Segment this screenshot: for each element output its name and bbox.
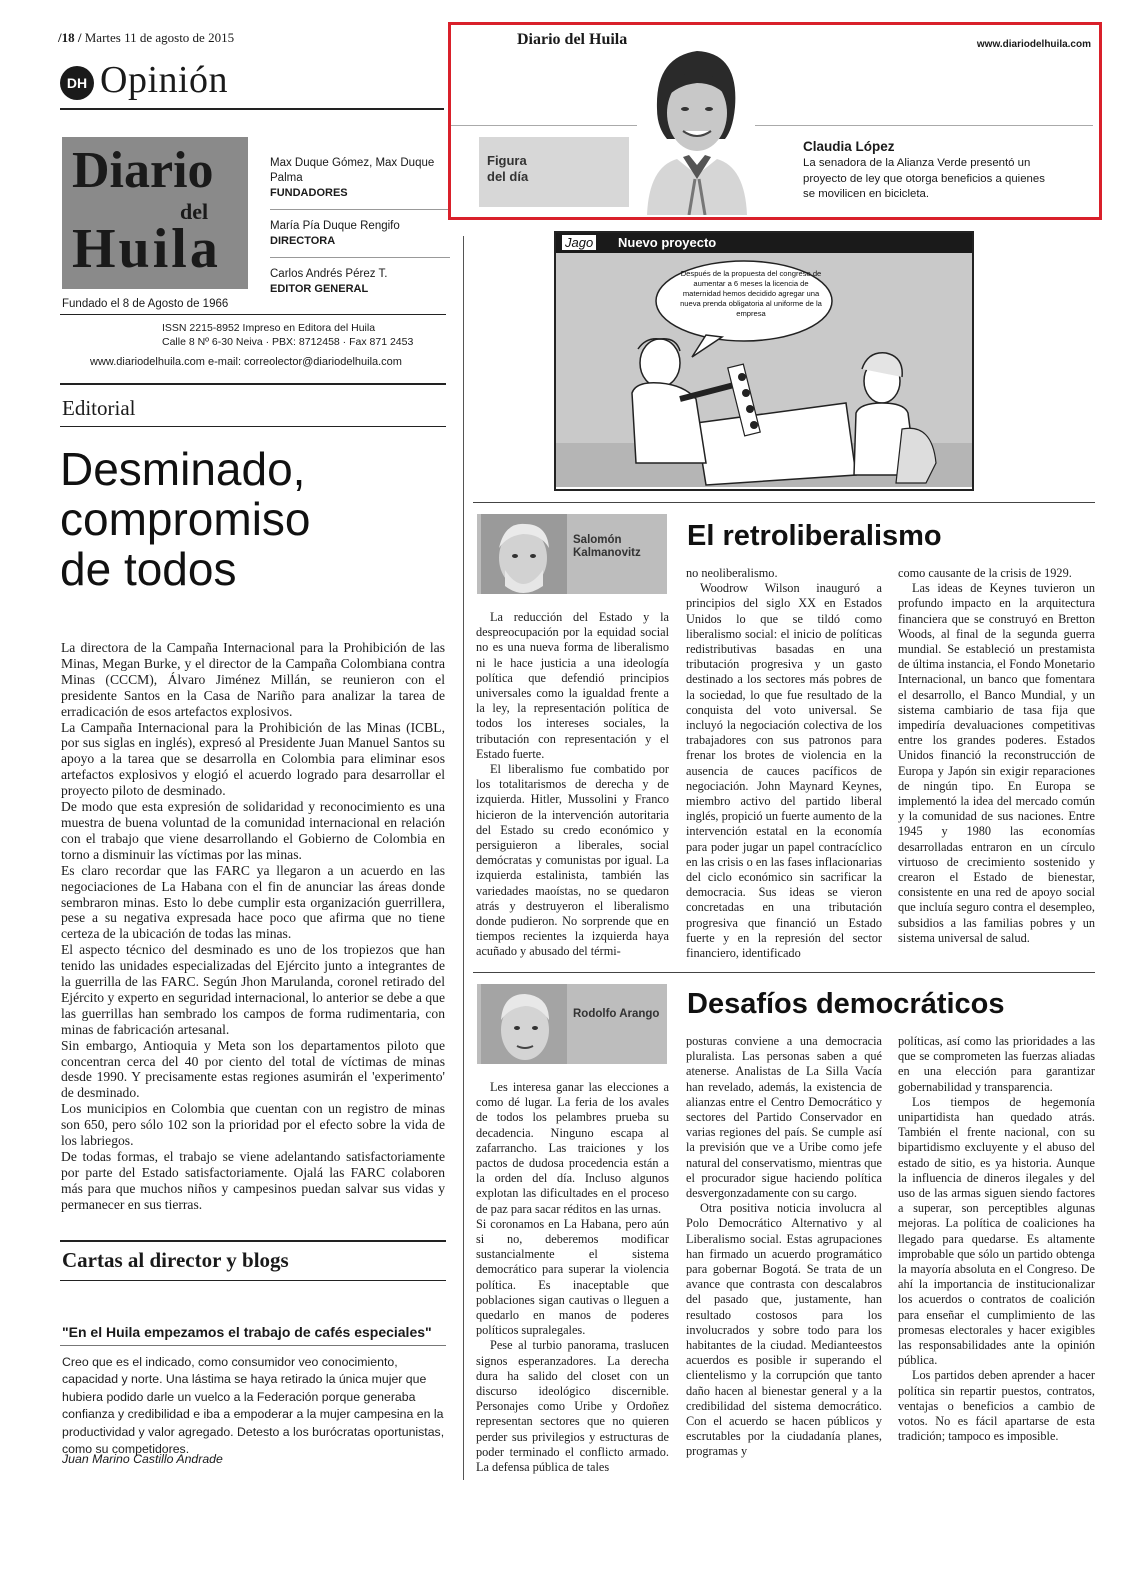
letter-author: Juan Marino Castillo Andrade (62, 1452, 223, 1466)
editorial-paragraph: Es claro recordar que las FARC ya llegaron a un acuerdo en las negociaciones de La Habana con el fin de anunciar las áreas donde sembraron minas. Esto lo debe cumplir esta organización guerrillera, pese a su negativa expresada hace poco que afirma que no tiene certeza de la ubicación de todas las minas. (61, 862, 445, 942)
editorial-paragraph: El aspecto técnico del desminado es uno de los tropiezos que han tenido las unidades especializadas del Ejército junto a integrantes de la guerrilla de las FARC. Según Jhon Marulanda, coronel retirado del Ejército y experto en seguridad internacional, lo anterior se debe a que las guerrillas han sembrado los campos de forma rudimentaria, con minas de fabricación artesanal. (61, 942, 445, 1037)
address-line: Calle 8 Nº 6-30 Neiva · PBX: 8712458 · Fax 871 2453 (162, 336, 414, 348)
page-date: Martes 11 de agosto de 2015 (84, 30, 235, 45)
masthead-del: del (180, 199, 209, 224)
figura-url: www.diariodelhuila.com (976, 39, 1091, 50)
editorial-paragraph: La Campaña Internacional para la Prohibición de las Minas (ICBL, por sus siglas en inglés), expresó al Presidente Juan Manuel Santos su apoyo a la tarea que se desarrolla en Colombia para eliminar esos artefactos explosivos y elogió el acuerdo logrado para desarrollar el proyecto piloto de desminado. (61, 719, 445, 799)
staff-director: María Pía Duque Rengifo DIRECTORA (270, 220, 400, 247)
masthead-diario: Diario (72, 142, 214, 199)
figura-del-dia-box (448, 22, 1102, 220)
cartoon-panel (554, 231, 974, 491)
editorial-paragraph: De modo que esta expresión de solidaridad y reconocimiento es una muestra de buena voluntad de la comunidad internacional en relación con el trabajo que viene desarrollando el Gobierno de Colombia en torno a disminuir las víctimas por las minas. (61, 799, 445, 862)
kalmanovitz-portrait (481, 514, 567, 594)
section-title: Opinión (100, 59, 229, 101)
cartoon-speech-text: Después de la propuesta del congreso de aumentar a 6 meses la licencia de maternidad hemos decidido agregar una nueva prenda obligatoria al uniforme de la empresa (680, 269, 822, 318)
claudia-lopez-portrait (637, 39, 755, 215)
column2-col-c: políticas, así como las prioridades a las que se comprometen las fuerzas aliadas en una elección para garantizar gobernabilidad y transparencia. Los tiempos de hegemonía unipartidista han quedado atrás. También el frente nacional, con su bipartidismo excluyente y el abuso del estado de sitio, es ya historia. Aunque la influencia de dineros ilegales y del uso de las armas siguen siendo factores a superar, son perceptibles algunas mejoras. La política de coaliciones ha llegado para quedarse. Es altamente improbable que sólo un partido obtenga la mayoría absoluta en el Congreso. De ahí la importancia de institucionalizar los acuerdos o contratos de coalición para enseñar el cumplimiento de las promesas electorales y hacer exigibles las responsabilidades ante la opinión pública. Los partidos deben aprender a hacer política sin repartir puestos, contratos, ventajas o beneficios a cambio de votos. No es fácil apartarse de esta tradición; tampoco es imposible. (898, 1034, 1095, 1444)
column-title-desafios: Desafíos democráticos (687, 988, 1005, 1020)
column1-col-c: como causante de la crisis de 1929. Las ideas de Keynes tuvieron un profundo impacto en la arquitectura financiera que se construyó en Bretton Woods, al final de la segunda guerra mundial. Se estableció un prestamista de última instancia, el Fondo Monetario Internacional, un banco que fomentara el desarrollo, el Banco Mundial, y un sistema cambiario de tasa fija que impediría devaluaciones competitivas entre los grandes poderes. Estados Unidos financió la reconstrucción de Europa y Japón sin exigir reparaciones de ningún tipo. En Europa se implementó la idea del mercado común y la comunidad de sus naciones. Entre 1945 y 1980 las economías desarrolladas entraron en un círculo virtuoso de crecimiento sostenido y crearon el Estado de bienestar, consistente en una red de apoyo social que incluía seguro contra el desempleo, subsidios a las familias pobres y un sistema universal de salud. (898, 566, 1095, 945)
editorial-paragraph: De todas formas, el trabajo se viene adelantando satisfactoriamente por parte del Estado satisfactoriamente. Ojalá las FARC colaboren más para que muchos niños y campesinos puedan salvar sus vidas y permanecer en sus tierras. (61, 1149, 445, 1212)
figura-name: Claudia López (803, 139, 895, 154)
issn-line: ISSN 2215-8952 Impreso en Editora del Huila (162, 322, 376, 334)
editorial-body (61, 640, 445, 1213)
figura-description: La senadora de la Alianza Verde presentó un proyecto de ley que otorga beneficios a quienes se movilicen en bicicleta. (803, 157, 1045, 200)
staff-founders: Max Duque Gómez, Max Duque Palma FUNDADORES (270, 157, 435, 199)
editorial-paragraph: Sin embargo, Antioquia y Meta son los departamentos piloto que concentran cerca del 40 por ciento del total de víctimas de minas desde 1990. Y precisamente estas regiones asumirán el 'experimento' de desminado. (61, 1037, 445, 1101)
masthead-logo (62, 137, 248, 289)
column-title-retroliberalismo: El retroliberalismo (687, 520, 942, 552)
cartas-title: Cartas al director y blogs (62, 1248, 289, 1272)
letter-body: Creo que es el indicado, como consumidor veo conocimiento, capacidad y norte. Una lástima se haya retirado la única mujer que hubiera podido darle un vuelco a la Federación porque generaba confianza y credibilidad e iba a empoderar a la mujer campesina en la productividad y valor agregado. Detesto a los burócratas oportunistas, como su competidores. (62, 1355, 445, 1457)
cartoon-title: Nuevo proyecto (618, 235, 717, 250)
arango-portrait (481, 984, 567, 1064)
column1-col-b: no neoliberalismo. Woodrow Wilson inauguró a principios del siglo XX en Estados Unidos lo que se tildó como liberalismo social: el inicio de políticas redistributivas basadas en una tributación progresiva y un gasto destinado a los sectores más pobres de la sociedad, lo que fue resultado de la conquista del voto universal. Se incluyó la negociación colectiva de los trabajadores con sus patronos para frenar los brotes de violencia en la ausencia de cauces pacíficos de negociación. John Maynard Keynes, miembro activo del partido liberal inglés, propició un fuerte aumento de la intervención estatal en la economía para poder jugar un papel contracíclico en las crisis o en las fases inflacionarias del ciclo económico sin sacrificar la democracia. Sus ideas se vieron concretadas en una tributación progresiva que financió un Estado fuerte y en la represión del sector financiero, identificado (686, 566, 882, 961)
author-photo-kalmanovitz (477, 514, 667, 594)
masthead-huila: Huila (72, 218, 221, 280)
column1-col-a: La reducción del Estado y la despreocupación por la equidad social no es una nueva forma de liberalismo ni le hace justicia a una ideología política que defendió principios universales como la igualdad frente a la ley, la representación política de todos los intereses sociales, la tributación con representación y el Estado fuerte. El liberalismo fue combatido por los totalitarismos de derecha y de izquierda. Hitler, Mussolini y Franco hicieron de la intervención autoritaria del Estado su credo económico y persiguieron a liberales, social demócratas y comunistas por igual. La izquierda estalinista, también las variedades maoístas, no se quedaron atrás y destruyeron el liberalismo donde pudieron. No sorprende que en tiempos recientes la izquierda haya acuñado y abusado del térmi- (476, 610, 669, 959)
staff-editor: Carlos Andrés Pérez T. EDITOR GENERAL (270, 268, 388, 295)
column2-col-a: Les interesa ganar las elecciones a como dé lugar. La feria de los avales de todos los pelambres prueba su decadencia. Ninguno escapa al zafarrancho. Las traiciones y los pactos de dudosa procedencia están a la orden del día. Incluso algunos explotan las dificultades en el proceso de paz para sacar réditos en las urnas. Si coronamos en La Habana, pero aún si no, deberemos modificar sustancialmente el sistema democrático para superar la violencia política. Es inaceptable que poblaciones sigan cautivas o lleguen a quedarlo en manos de poderes políticos supralegales. Pese al turbio panorama, traslucen signos esperanzadores. La derecha dura ha salido del closet con un discurso ideológico discernible. Personajes como Uribe y Ordoñez representan sectores que no quieren perder sus privilegios y estructuras de poder terminado el conflicto armado. La defensa pública de tales (476, 1080, 669, 1475)
editorial-headline: Desminado, compromiso de todos (60, 443, 311, 595)
author-photo-arango (477, 984, 667, 1064)
column2-col-b: posturas conviene a una democracia pluralista. Las personas saben a qué atenerse. Analistas de La Silla Vacía han revelado, además, la existencia de alianzas entre el Centro Democrático y sectores del Partido Conservador en varias regiones del país. Se cumple así la previsión que ve a Uribe como jefe natural del conservatismo, mientras que el procurador sigue haciendo política desvergonzadamente con su cargo. Otra positiva noticia involucra al Polo Democrático Alternativo y al Liberalismo social. Estas agrupaciones han firmado un acuerdo programático para gobernar Bogotá. Se trata de un avance que contrasta con descalabros del pasado que, justamente, han resultado costosos para los involucrados y sobre todo para los habitantes de la ciudad. Medianteestos acuerdos es posible ir superando el clientelismo y la corrupción que tanto daño hacen al bienestar general y a la credibilidad del sistema democrático. Con el acuerdo se hacen públicos y escrutables por la ciudadanía planes, programas y (686, 1034, 882, 1459)
dh-logo-badge: DH (60, 66, 94, 100)
cartoon-artist: Jago (562, 235, 596, 250)
editorial-paragraph: Los municipios en Colombia que cuentan con un registro de minas son 650, pero sólo 102 son la prioridad por el efecto sobre la vida de los labriegos. (61, 1101, 445, 1149)
editorial-paragraph: La directora de la Campaña Internacional para la Prohibición de las Minas, Megan Burke, y el director de la Campaña Colombiana contra Minas (CCCM), Álvaro Jiménez Millán, se reunieron con el presidente Santos en la Casa de Nariño para analizar la tarea de erradicación de esos artefactos explosivos. (61, 640, 445, 719)
editorial-label: Editorial (62, 396, 136, 420)
contact-line: www.diariodelhuila.com e-mail: correolector@diariodelhuila.com (90, 356, 402, 368)
page-header (58, 30, 234, 46)
page-number: /18 / (58, 30, 82, 45)
staff-list (270, 156, 450, 297)
figura-label: Figura del día (487, 153, 529, 184)
founded-line: Fundado el 8 de Agosto de 1966 (62, 298, 229, 310)
author-name-arango: Rodolfo Arango (573, 1008, 660, 1020)
author-name-kalmanovitz: Salomón Kalmanovitz (573, 534, 641, 559)
header-rule (60, 108, 444, 110)
figura-paper-name: Diario del Huila (517, 31, 628, 48)
cartoon-header (556, 233, 972, 253)
letter-title: "En el Huila empezamos el trabajo de cafés especiales" (62, 1324, 432, 1340)
